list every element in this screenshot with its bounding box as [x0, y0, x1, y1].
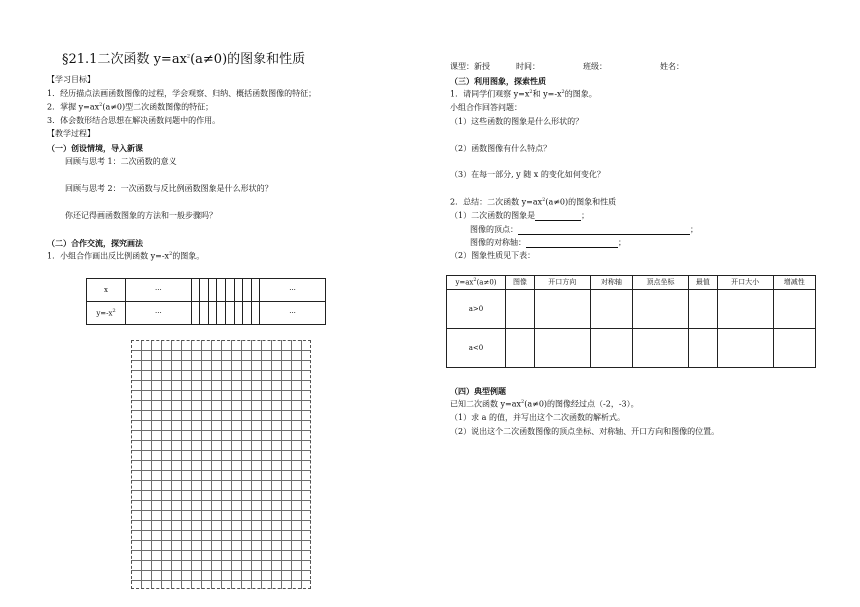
blank-cell[interactable]: [633, 290, 689, 329]
y-label: [87, 302, 126, 325]
section-3-heading: （三）利用图象，探索性质: [450, 76, 546, 86]
blank-cell[interactable]: [208, 279, 217, 302]
y-label-sup: 2: [112, 307, 116, 314]
header-lesson-type: 课型：新授: [450, 62, 490, 71]
goal-2-post: (a≠0)型二次函数图像的特征；: [102, 102, 214, 112]
example-pre: 已知二次函数 y=ax: [450, 399, 522, 409]
goal-1: 1．经历描点法画函数图像的过程，学会观察、归纳、概括函数图像的特征；: [47, 89, 317, 98]
title-suffix: (a≠0)的图象和性质: [190, 52, 306, 67]
question-1c: （3）在每一部分, y 随 x 的变化如何变化？: [450, 170, 605, 179]
summary-3-label: 图像的对称轴：: [470, 238, 526, 247]
answer-blank[interactable]: [526, 239, 618, 248]
column-header: 开口大小: [717, 276, 773, 290]
answer-blank[interactable]: [518, 226, 690, 235]
section-4-heading: （四）典型例题: [450, 386, 506, 396]
blank-cell[interactable]: [243, 302, 252, 325]
question-1b: （2）函数图像有什么特点？: [450, 144, 552, 153]
blank-cell[interactable]: [208, 302, 217, 325]
example-post: (a≠0)的图像经过点（-2，-3）。: [524, 399, 639, 409]
goal-3: 3．体会数形结合思想在解决函数问题中的作用。: [47, 116, 221, 125]
blank-cell[interactable]: [191, 279, 200, 302]
blank-cell[interactable]: [243, 279, 252, 302]
example-statement: [450, 399, 639, 410]
blank-cell[interactable]: [773, 290, 815, 329]
review-1: 回顾与思考 1：二次函数的意义: [65, 157, 177, 166]
column-header: 增减性: [773, 276, 815, 290]
q1-sup2: 2: [561, 89, 565, 95]
summary-post: (a≠0)的图象和性质: [545, 197, 617, 207]
task-1-sup: 2: [169, 251, 173, 257]
example-sup: 2: [521, 399, 525, 405]
title-prefix: §21.1二次函数 y=ax: [62, 52, 187, 67]
q1-mid: 和 y=-x: [532, 89, 562, 99]
answer-blank[interactable]: [535, 212, 581, 221]
summary-2-end: ；: [690, 225, 698, 234]
blank-cell[interactable]: [217, 302, 226, 325]
header-class: 班级：: [583, 62, 607, 71]
example-question-2: （2）说出这个二次函数图像的顶点坐标、对称轴、开口方向和图像的位置。: [450, 427, 720, 436]
ellipsis: ···: [126, 302, 192, 325]
goal-2-sup: 2: [99, 102, 103, 108]
row-label: a>0: [447, 290, 506, 329]
summary-1-end: ；: [581, 211, 590, 220]
summary-line-4: （2）图象性质见下表：: [450, 251, 536, 260]
summary-sup: 2: [542, 197, 546, 203]
section-1-heading: （一）创设情境，导入新课: [47, 143, 143, 153]
summary-heading: [450, 197, 616, 208]
blank-cell[interactable]: [534, 329, 590, 368]
summary-line-2: [470, 225, 698, 235]
blank-cell[interactable]: [251, 302, 260, 325]
blank-cell[interactable]: [217, 279, 226, 302]
blank-cell[interactable]: [225, 279, 234, 302]
blank-cell[interactable]: [251, 279, 260, 302]
blank-cell[interactable]: [234, 302, 243, 325]
question-1-sub: 小组合作回答问题：: [450, 103, 522, 112]
ellipsis: ···: [126, 279, 192, 302]
goals-heading: 【学习目标】: [47, 75, 95, 84]
ellipsis: ···: [260, 279, 326, 302]
y-label-pre: y=-x: [96, 309, 113, 318]
question-1a: （1）这些函数的图象是什么形状的？: [450, 117, 584, 126]
blank-cell[interactable]: [717, 290, 773, 329]
blank-cell[interactable]: [688, 290, 717, 329]
section-2-heading: （二）合作交流，探究画法: [47, 238, 143, 248]
summary-1-label: （1）二次函数的图象是: [450, 211, 536, 220]
xy-value-table: [86, 278, 326, 325]
summary-2-label: 图像的顶点：: [470, 225, 518, 234]
graph-paper-grid[interactable]: [131, 340, 311, 589]
goal-2: [47, 102, 213, 113]
property-table: [446, 275, 816, 368]
corner-pre: y=ax: [455, 278, 474, 287]
task-1-pre: 1．小组合作画出反比例函数 y=-x: [47, 251, 170, 261]
blank-cell[interactable]: [717, 329, 773, 368]
ellipsis: ···: [260, 302, 326, 325]
column-header: 对称轴: [590, 276, 632, 290]
header-name: 姓名：: [660, 62, 684, 71]
blank-cell[interactable]: [225, 302, 234, 325]
q1-sup1: 2: [529, 89, 533, 95]
q1-post: 的图象。: [564, 89, 597, 99]
goal-2-pre: 2．掌握 y=ax: [47, 102, 100, 112]
column-header: 开口方向: [534, 276, 590, 290]
property-table-corner: [447, 276, 506, 290]
blank-cell[interactable]: [590, 329, 632, 368]
corner-post: (a≠0): [476, 278, 497, 287]
header-time: 时间：: [516, 62, 540, 71]
review-2: 回顾与思考 2：一次函数与反比例函数图象是什么形状的？: [65, 184, 273, 193]
task-1-post: 的图象。: [172, 251, 205, 261]
column-header: 最值: [688, 276, 717, 290]
review-3: 你还记得画函数图象的方法和一般步骤吗？: [65, 211, 217, 220]
question-1: [450, 89, 597, 100]
example-question-1: （1）求 a 的值，并写出这个二次函数的解析式。: [450, 413, 625, 422]
blank-cell[interactable]: [590, 290, 632, 329]
q1-pre: 1．请同学们观察 y=x: [450, 89, 530, 99]
corner-sup: 2: [473, 277, 477, 284]
x-label: x: [87, 279, 126, 302]
title-sup: 2: [186, 53, 191, 60]
process-heading: 【教学过程】: [47, 129, 95, 138]
row-label: a<0: [447, 329, 506, 368]
blank-cell[interactable]: [506, 290, 535, 329]
blank-cell[interactable]: [200, 279, 209, 302]
blank-cell[interactable]: [633, 329, 689, 368]
blank-cell[interactable]: [506, 329, 535, 368]
summary-line-1: [450, 211, 589, 221]
task-1: [47, 251, 204, 262]
summary-pre: 2．总结：二次函数 y=ax: [450, 197, 543, 207]
column-header: 顶点坐标: [633, 276, 689, 290]
blank-cell[interactable]: [773, 329, 815, 368]
page-title: [62, 52, 305, 68]
blank-cell[interactable]: [200, 302, 209, 325]
blank-cell[interactable]: [534, 290, 590, 329]
summary-line-3: [470, 238, 626, 248]
summary-3-end: ；: [618, 238, 626, 247]
column-header: 图像: [506, 276, 535, 290]
blank-cell[interactable]: [234, 279, 243, 302]
blank-cell[interactable]: [191, 302, 200, 325]
blank-cell[interactable]: [688, 329, 717, 368]
